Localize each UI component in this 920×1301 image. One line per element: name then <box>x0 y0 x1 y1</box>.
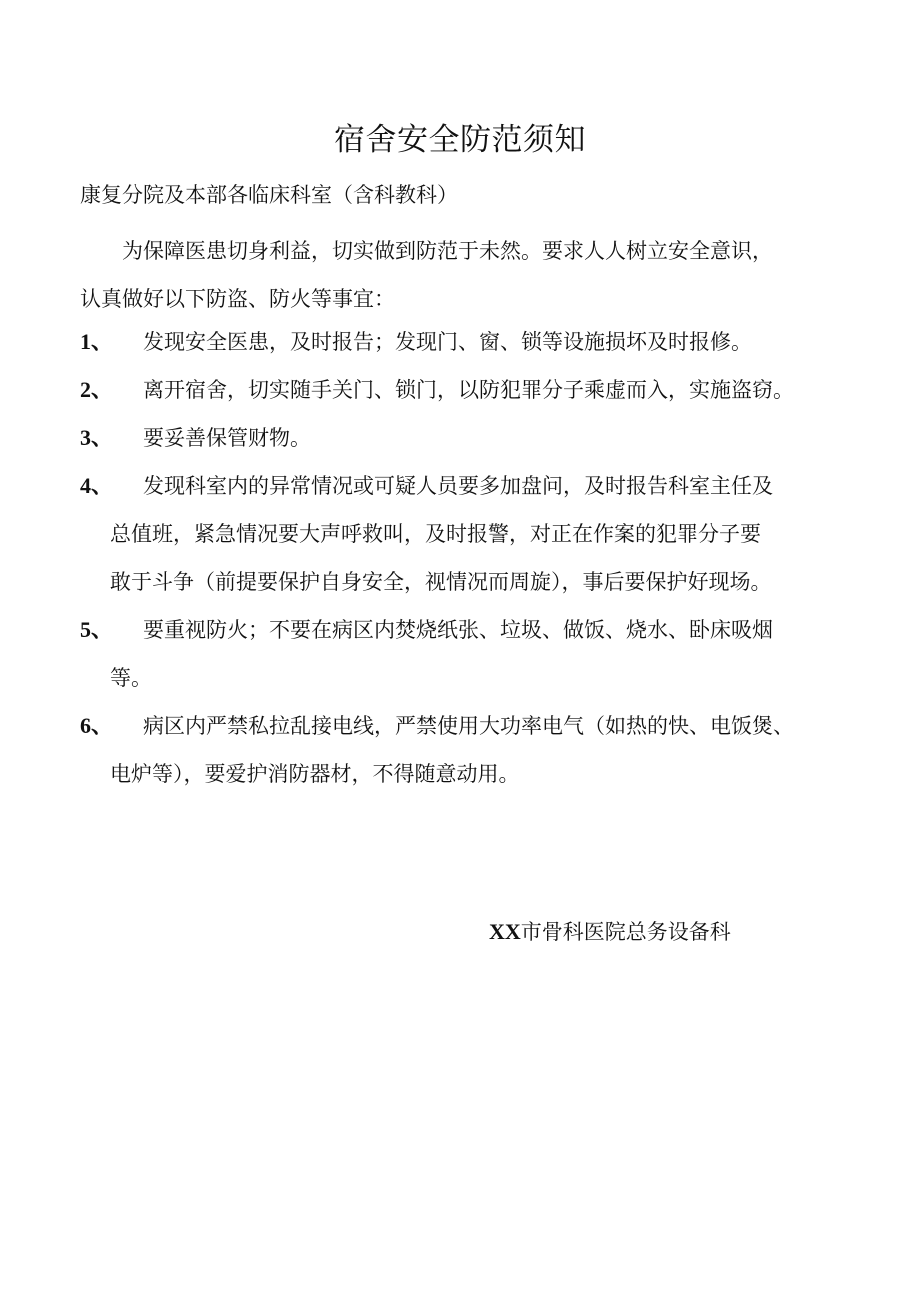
list-item <box>80 462 850 606</box>
addressee-line: 康复分院及本部各临床科室（含科教科） <box>80 183 458 207</box>
signature-prefix: XX <box>489 919 521 944</box>
item-text: 电炉等），要爱护消防器材，不得随意动用。 <box>110 762 520 786</box>
list-item <box>80 606 850 702</box>
intro-paragraph <box>80 227 840 323</box>
item-text: 敢于斗争（前提要保护自身安全，视情况而周旋），事后要保护好现场。 <box>110 570 772 594</box>
item-number: 4、 <box>80 473 114 498</box>
page-title: 宿舍安全防范须知 <box>334 122 586 158</box>
item-text: 等。 <box>110 666 152 690</box>
item-text: 离开宿舍，切实随手关门、锁门，以防犯罪分子乘虚而入，实施盗窃。 <box>143 378 794 402</box>
list-item <box>80 702 850 798</box>
item-number: 6、 <box>80 713 114 738</box>
item-number: 3、 <box>80 425 114 450</box>
signature-block <box>489 912 731 952</box>
item-text: 发现安全医患，及时报告；发现门、窗、锁等设施损坏及时报修。 <box>143 330 752 354</box>
item-number: 2、 <box>80 377 114 402</box>
list-item <box>80 318 850 366</box>
item-text: 要妥善保管财物。 <box>143 426 311 450</box>
item-text: 发现科室内的异常情况或可疑人员要多加盘问，及时报告科室主任及 <box>143 474 773 498</box>
item-text: 要重视防火；不要在病区内焚烧纸张、垃圾、做饭、烧水、卧床吸烟 <box>143 618 773 642</box>
rules-list <box>80 318 850 798</box>
intro-line: 认真做好以下防盗、防火等事宜： <box>80 287 395 311</box>
list-item <box>80 366 850 414</box>
signature-text: 市骨科医院总务设备科 <box>520 920 731 944</box>
intro-line: 为保障医患切身利益，切实做到防范于未然。要求人人树立安全意识， <box>122 239 773 263</box>
item-text: 总值班，紧急情况要大声呼救叫，及时报警，对正在作案的犯罪分子要 <box>110 522 761 546</box>
item-text: 病区内严禁私拉乱接电线，严禁使用大功率电气（如热的快、电饭煲、 <box>143 714 794 738</box>
list-item <box>80 414 850 462</box>
item-number: 1、 <box>80 329 114 354</box>
item-number: 5、 <box>80 617 114 642</box>
